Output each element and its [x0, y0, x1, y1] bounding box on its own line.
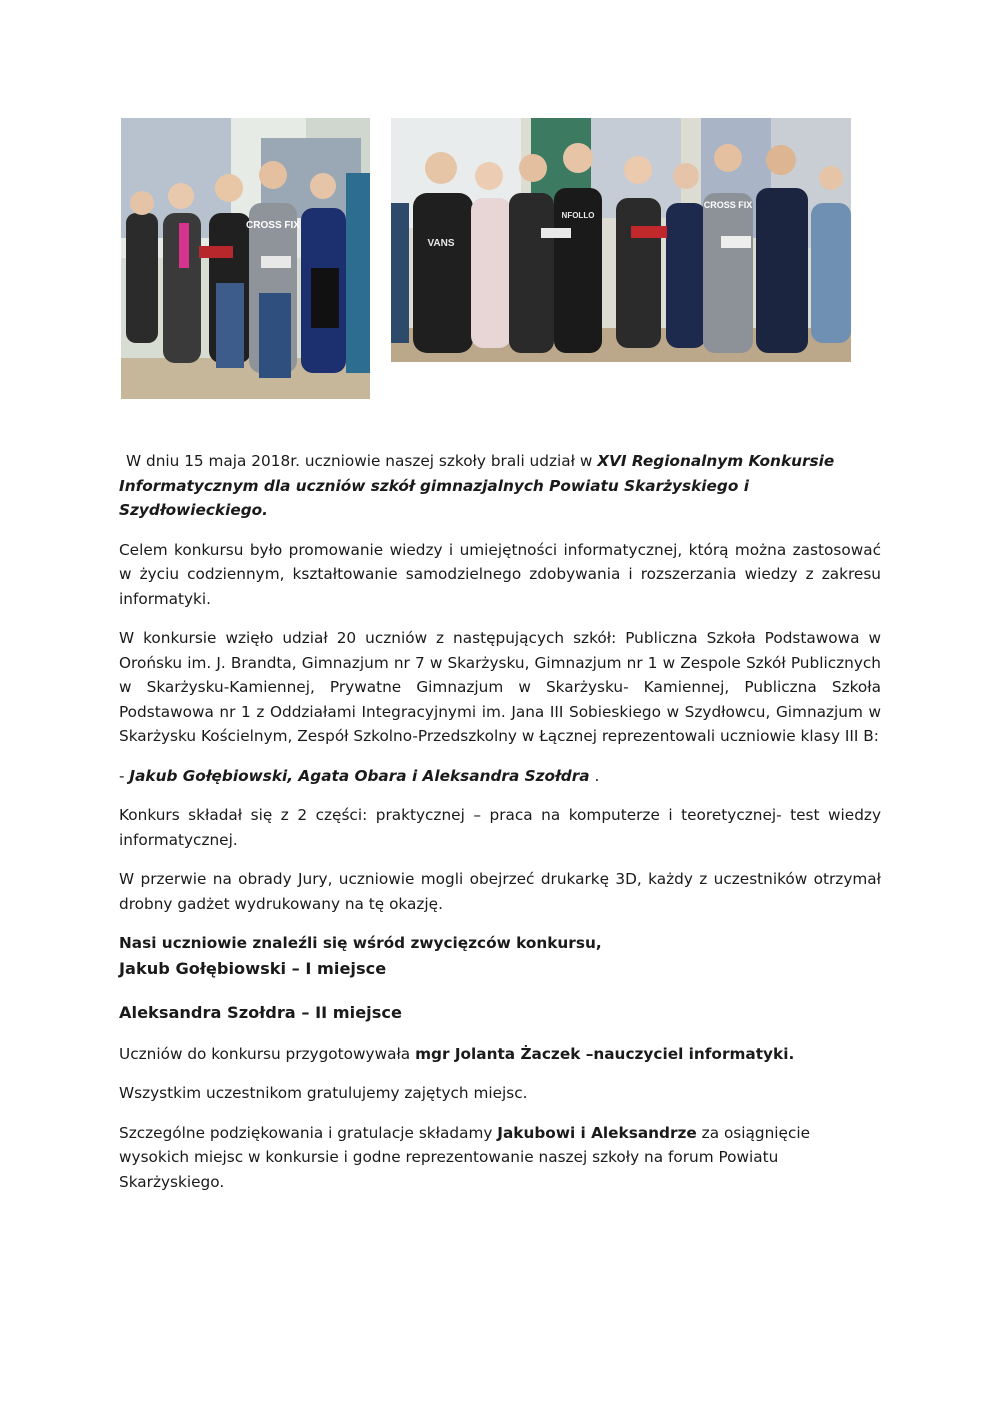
paragraph-break: W przerwie na obrady Jury, uczniowie mogli obejrzeć drukarkę 3D, każdy z uczestników otrzymał drobny gadżet wydrukowany na tę okazję. — [119, 870, 881, 913]
shirt-text-vans: VANS — [427, 238, 455, 249]
paragraph-goal: Celem konkursu było promowanie wiedzy i umiejętności informatycznej, którą można zastosować w życiu codziennym, kształtowanie samodzielnego zdobywania i rozszerzania wiedzy z zakresu informatyki. — [119, 540, 881, 608]
shirt-text-nfollo: NFOLLO — [561, 211, 595, 220]
award-photo-right — [391, 118, 851, 362]
paragraph-students — [119, 764, 881, 789]
thanks-end: za osiągnięcie wysokich miejsc w konkursie i godne reprezentowanie naszej szkoły na forum Powiatu Skarżyskiego. — [119, 1123, 811, 1191]
teacher-name: mgr Jolanta Żaczek –nauczyciel informatyki. — [415, 1044, 795, 1063]
award-photo-right-image — [391, 118, 851, 362]
award-photo-left-image — [121, 118, 370, 399]
contest-name: XVI Regionalnym Konkursie Informatycznym dla uczniów szkół gimnazjalnych Powiatu Skarżyskiego i Szydłowieckiego. — [119, 452, 835, 519]
winner-second-place: Aleksandra Szołdra – II miejsce — [119, 1002, 402, 1022]
intro-text: W dniu 15 maja 2018r. uczniowie naszej szkoły brali udział w — [126, 452, 598, 470]
students-names: Jakub Gołębiowski, Agata Obara i Aleksandra Szołdra — [129, 766, 590, 785]
thanks-start: Szczególne podziękowania i gratulacje składamy — [119, 1123, 498, 1142]
paragraph-participants: W konkursie wzięło udział 20 uczniów z następujących szkół: Publiczna Szkoła Podstawowa w Orońsku im. J. Brandta, Gimnazjum nr 7 w Skarżysku, Gimnazjum nr 1 w Zespole Szkół Publicznych w Skarżysku-Kamiennej, Prywatne Gimnazjum w Skarżysku- Kamiennej, Publiczna Szkoła Podstawowa nr 1 z Oddziałami Integracyjnymi im. Jana III Sobieskiego w Szydłowcu, Gimnazjum w Skarżysku Kościelnym, Zespół Szkolno-Przedszkolny w Łącznej reprezentowali uczniowie klasy III B: — [119, 629, 881, 745]
paragraph-thanks — [119, 1121, 881, 1195]
teacher-intro: Uczniów do konkursu przygotowywała — [119, 1044, 416, 1063]
thanks-names: Jakubowi i Aleksandrze — [497, 1123, 697, 1142]
paragraph-congrats: Wszystkim uczestnikom gratulujemy zajętych miejsc. — [119, 1084, 528, 1102]
students-suffix: . — [589, 766, 600, 785]
winner-first-place: Jakub Gołębiowski – I miejsce — [119, 958, 387, 978]
students-prefix: - — [119, 766, 130, 785]
winners-intro: Nasi uczniowie znaleźli się wśród zwycięzców konkursu, — [119, 934, 602, 952]
shirt-text-crossfix: CROSS FIX — [703, 200, 753, 210]
paragraph-teacher — [119, 1042, 881, 1067]
shirt-text-left: CROSS FIX — [246, 220, 300, 231]
paragraph-parts: Konkurs składał się z 2 części: praktycznej – praca na komputerze i teoretycznej- test wiedzy informatycznej. — [119, 806, 881, 849]
paragraph-intro — [119, 449, 881, 523]
award-photo-left — [121, 118, 370, 399]
article-body — [119, 449, 881, 1209]
